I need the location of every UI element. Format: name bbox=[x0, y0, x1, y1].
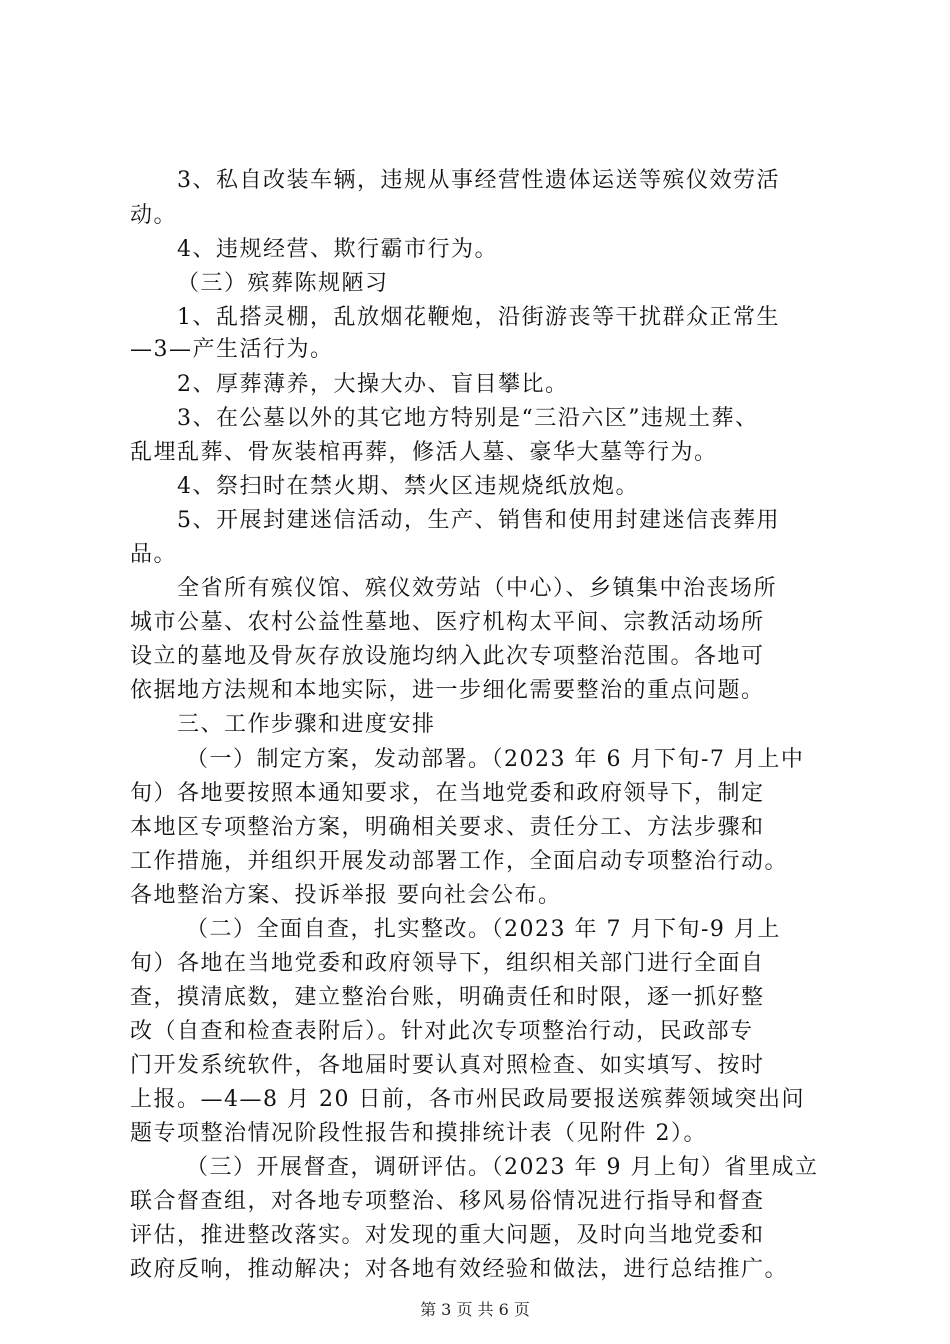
text-line: 城市公墓、农村公益性墓地、医疗机构太平间、宗教活动场所 bbox=[130, 610, 765, 635]
text-line: 上报。—4—8 月 20 日前，各市州民政局要报送殡葬领域突出问 bbox=[130, 1087, 805, 1112]
text-line: 4、祭扫时在禁火期、禁火区违规烧纸放炮。 bbox=[177, 474, 639, 499]
text-line: 三、工作步骤和进度安排 bbox=[177, 712, 436, 737]
text-line: —3—产生活行为。 bbox=[130, 337, 334, 362]
text-line: 依据地方法规和本地实际，进一步细化需要整治的重点问题。 bbox=[130, 678, 765, 703]
text-line: 2、厚葬薄养，大操大办、盲目攀比。 bbox=[177, 372, 569, 397]
text-line: 本地区专项整治方案，明确相关要求、责任分工、方法步骤和 bbox=[130, 815, 765, 840]
text-line: （三）开展督查，调研评估。（2023 年 9 月上旬）省里成立 bbox=[186, 1155, 819, 1180]
text-line: 旬）各地要按照本通知要求，在当地党委和政府领导下，制定 bbox=[130, 781, 765, 806]
text-line: （三）殡葬陈规陋习 bbox=[177, 271, 389, 296]
text-line: 政府反响，推动解决；对各地有效经验和做法，进行总结推广。 bbox=[130, 1257, 789, 1282]
text-line: 5、开展封建迷信活动，生产、销售和使用封建迷信丧葬用 bbox=[177, 508, 780, 533]
text-line: 门开发系统软件，各地届时要认真对照检查、如实填写、按时 bbox=[130, 1053, 765, 1078]
text-line: 联合督查组，对各地专项整治、移风易俗情况进行指导和督查 bbox=[130, 1189, 765, 1214]
text-line: 3、在公墓以外的其它地方特别是“三沿六区”违规土葬、 bbox=[177, 406, 759, 431]
text-line: 4、违规经营、欺行霸市行为。 bbox=[177, 237, 498, 262]
text-line: 动。 bbox=[130, 203, 178, 228]
text-line: 评估，推进整改落实。对发现的重大问题，及时向当地党委和 bbox=[130, 1223, 765, 1248]
text-line: （二）全面自查，扎实整改。（2023 年 7 月下旬-9 月上 bbox=[186, 917, 781, 942]
text-line: 旬）各地在当地党委和政府领导下，组织相关部门进行全面自 bbox=[130, 951, 765, 976]
text-line: （一）制定方案，发动部署。（2023 年 6 月下旬-7 月上中 bbox=[186, 747, 805, 772]
text-line: 题专项整治情况阶段性报告和摸排统计表（见附件 2）。 bbox=[130, 1121, 707, 1146]
page-footer: 第 3 页 共 6 页 bbox=[420, 1300, 530, 1319]
text-line: 品。 bbox=[130, 542, 178, 567]
text-line: 3、私自改装车辆，违规从事经营性遗体运送等殡仪效劳活 bbox=[177, 168, 780, 193]
text-line: 全省所有殡仪馆、殡仪效劳站（中心）、乡镇集中治丧场所 bbox=[177, 576, 778, 601]
text-line: 乱埋乱葬、骨灰装棺再葬，修活人墓、豪华大墓等行为。 bbox=[130, 440, 718, 465]
text-line: 设立的墓地及骨灰存放设施均纳入此次专项整治范围。各地可 bbox=[130, 644, 765, 669]
text-line: 工作措施，并组织开展发动部署工作，全面启动专项整治行动。 bbox=[130, 849, 789, 874]
text-line: 1、乱搭灵棚，乱放烟花鞭炮，沿街游丧等干扰群众正常生 bbox=[177, 305, 780, 330]
text-line: 查，摸清底数，建立整治台账，明确责任和时限，逐一抓好整 bbox=[130, 985, 765, 1010]
text-line: 改（自查和检查表附后）。针对此次专项整治行动，民政部专 bbox=[130, 1019, 754, 1044]
text-line: 各地整治方案、投诉举报 要向社会公布。 bbox=[130, 883, 562, 908]
